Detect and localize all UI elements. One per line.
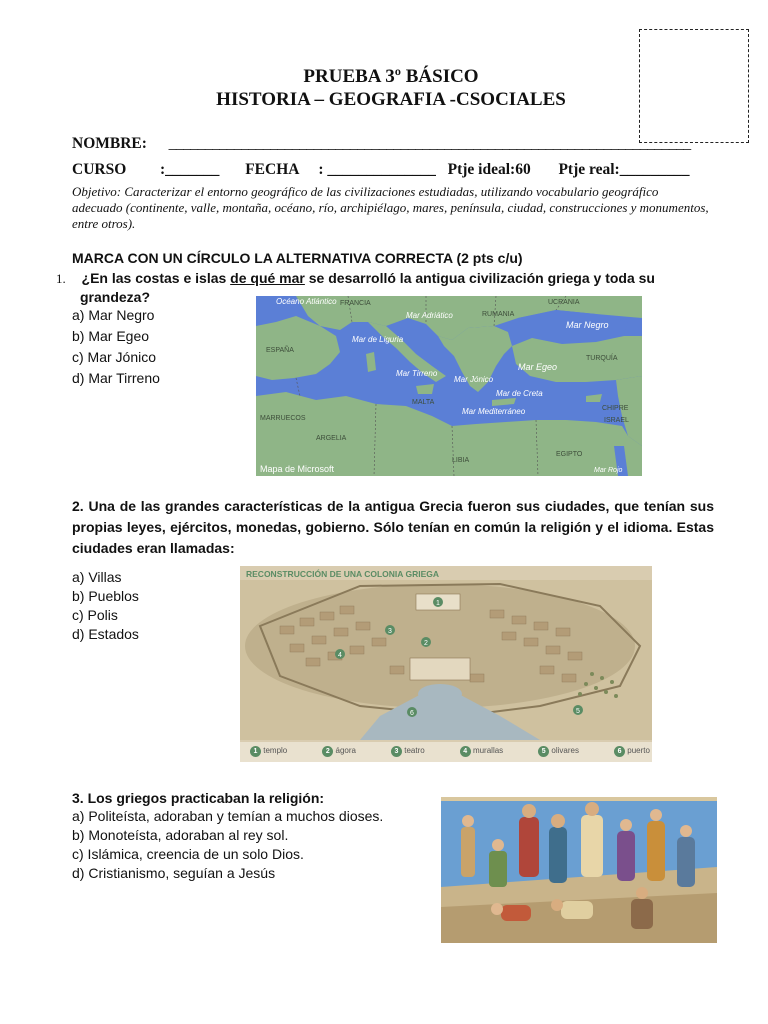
- real-score-field[interactable]: _________: [619, 161, 690, 178]
- greek-gods-illustration: [441, 797, 717, 943]
- label-algeria: ARGELIA: [316, 435, 347, 442]
- legend-agora: 2 ágora: [322, 746, 356, 757]
- option-1d[interactable]: d) Mar Tirreno: [72, 370, 160, 386]
- question-2-number: 2.: [72, 498, 84, 514]
- question-1-options: [72, 305, 160, 389]
- gods-drawing: [441, 797, 717, 943]
- question-3: [72, 789, 324, 808]
- question-1-emphasis: de qué mar: [230, 270, 305, 286]
- label-cyprus: CHIPRE: [602, 405, 629, 412]
- question-2-text: Una de las grandes características de la antigua Grecia fueron sus ciudades, que tenían sus propias leyes, ejércitos, monedas, gobierno. Sólo tenían en común la religión y el idioma. Estas ciudades eran llamadas:: [72, 498, 714, 556]
- label-atlantic: Océano Atlántico: [276, 297, 337, 306]
- question-2: [72, 496, 714, 559]
- label-turkey: TURQUÍA: [586, 355, 618, 362]
- course-field[interactable]: :_______: [160, 161, 220, 178]
- date-field[interactable]: : ______________: [318, 161, 436, 178]
- question-1: [56, 269, 716, 288]
- label-adriatic: Mar Adriático: [406, 311, 453, 320]
- label-libya: LIBIA: [452, 457, 470, 464]
- option-2d[interactable]: d) Estados: [72, 626, 139, 642]
- label-tyrrhenian: Mar Tirreno: [396, 369, 438, 378]
- option-2b[interactable]: b) Pueblos: [72, 588, 139, 604]
- label-ukraine: UCRANIA: [548, 299, 580, 306]
- label-ionian: Mar Jónico: [454, 375, 494, 384]
- marker-3: 3: [388, 628, 392, 635]
- label-malta: MALTA: [412, 399, 435, 406]
- legend-walls: 4 murallas: [460, 746, 503, 757]
- label-romania: RUMANIA: [482, 311, 515, 318]
- marker-4: 4: [338, 652, 342, 659]
- question-1-text-a: ¿En las costas e islas: [81, 270, 231, 286]
- marker-5: 5: [576, 708, 580, 715]
- ideal-score: Ptje ideal:60: [447, 161, 531, 178]
- colony-legend: [250, 746, 650, 757]
- question-3-text: Los griegos practicaban la religión:: [87, 790, 325, 806]
- label-france: FRANCIA: [340, 300, 371, 307]
- page-title: PRUEBA 3º BÁSICO: [303, 66, 479, 87]
- instructions: MARCA CON UN CÍRCULO LA ALTERNATIVA CORRECTA (2 pts c/u): [72, 250, 523, 266]
- label-mediterranean: Mar Mediterráneo: [462, 407, 526, 416]
- course-label: CURSO: [72, 161, 127, 178]
- label-israel: ISRAEL: [604, 417, 629, 424]
- option-3b[interactable]: b) Monoteísta, adoraban al rey sol.: [72, 827, 289, 843]
- label-red-sea: Mar Rojo: [594, 467, 623, 474]
- name-label: NOMBRE:: [72, 135, 147, 152]
- question-3-number: 3.: [72, 790, 84, 806]
- question-1-text-c: grandeza?: [80, 289, 151, 305]
- real-score-label: Ptje real:: [558, 161, 620, 178]
- label-crete-sea: Mar de Creta: [496, 389, 543, 398]
- marker-6: 6: [410, 710, 414, 717]
- question-1-text-b: se desarrolló la antigua civilización griega y toda su: [304, 270, 655, 286]
- label-morocco: MARRUECOS: [260, 415, 306, 422]
- option-1c[interactable]: c) Mar Jónico: [72, 349, 157, 365]
- greek-colony-illustration: [240, 566, 652, 762]
- map-credit: Mapa de Microsoft: [260, 464, 335, 474]
- legend-theatre: 3 teatro: [391, 746, 425, 757]
- label-black-sea: Mar Negro: [566, 320, 609, 330]
- option-2c[interactable]: c) Polis: [72, 607, 118, 623]
- colony-drawing: [240, 566, 652, 762]
- option-2a[interactable]: a) Villas: [72, 569, 122, 585]
- option-3d[interactable]: d) Cristianismo, seguían a Jesús: [72, 865, 276, 881]
- label-spain: ESPAÑA: [266, 347, 294, 354]
- question-3-options: [72, 807, 383, 883]
- objective-text: Objetivo: Caracterizar el entorno geográfico de las civilizaciones estudiadas, utilizando vocabulario geográfico adecuado (continente, valle, montaña, océano, río, archipiélago, mares, península, ciudad, construcciones y monumentos, entre otros).: [72, 184, 709, 231]
- course-row: [72, 161, 689, 179]
- option-1b[interactable]: b) Mar Egeo: [72, 328, 150, 344]
- colony-image-title: RECONSTRUCCIÓN DE UNA COLONIA GRIEGA: [246, 569, 439, 579]
- option-3c[interactable]: c) Islámica, creencia de un solo Dios.: [72, 846, 304, 862]
- option-1a[interactable]: a) Mar Negro: [72, 307, 155, 323]
- mediterranean-map: [256, 296, 642, 476]
- map-drawing: [256, 296, 642, 476]
- date-label: FECHA: [245, 161, 299, 178]
- legend-temple: 1 templo: [250, 746, 287, 757]
- label-egypt: EGIPTO: [556, 451, 583, 458]
- question-1-number: 1.: [56, 271, 66, 286]
- question-2-options: [72, 568, 139, 644]
- label-aegean: Mar Egeo: [518, 362, 558, 372]
- legend-port: 6 puerto: [614, 746, 650, 757]
- option-3a[interactable]: a) Politeísta, adoraban y temían a muchos dioses.: [72, 808, 384, 824]
- label-ligurian: Mar de Liguria: [352, 335, 404, 344]
- legend-olives: 5 olivares: [538, 746, 579, 757]
- marker-1: 1: [436, 600, 440, 607]
- name-field[interactable]: ________________________________________________________________________: [168, 135, 691, 152]
- marker-2: 2: [424, 640, 428, 647]
- name-row: [72, 135, 691, 153]
- page-subtitle: HISTORIA – GEOGRAFIA -CSOCIALES: [216, 89, 566, 110]
